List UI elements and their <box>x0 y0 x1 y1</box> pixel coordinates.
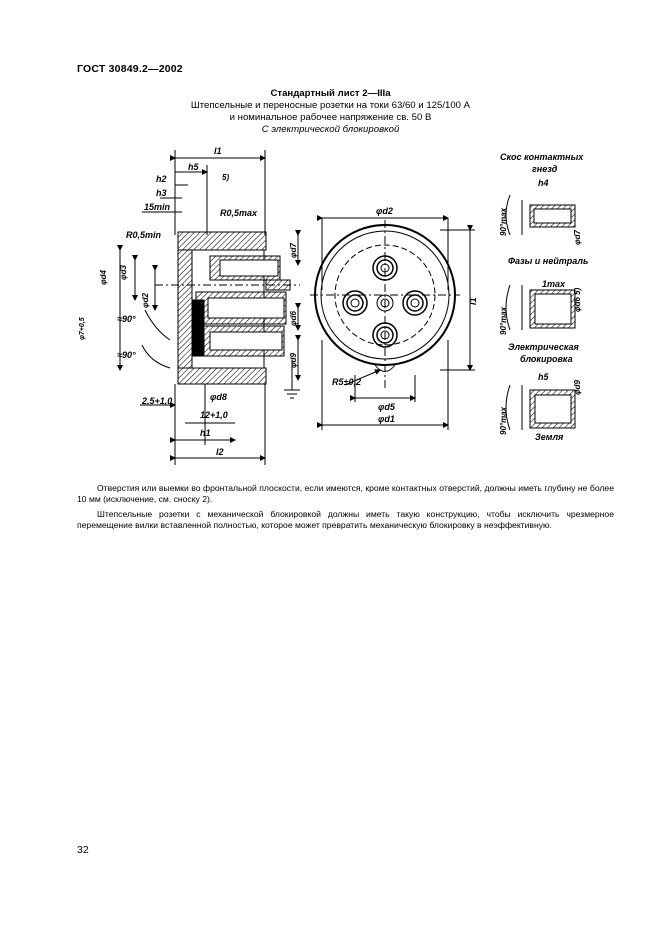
sheet-subtitle-line3: С электрической блокировкой <box>261 124 400 135</box>
dim-h3: h3 <box>156 188 167 198</box>
dim-d6: φd6 <box>289 311 298 326</box>
detail-h4: h4 <box>538 178 549 188</box>
dim-h2: h2 <box>156 174 167 184</box>
front-dim-d1: φd1 <box>378 414 395 424</box>
dim-l1-top: l1 <box>214 146 222 156</box>
dim-d7-tol: φ7+0,5 <box>79 317 86 340</box>
detail-d9: φd9 <box>573 380 582 395</box>
dim-r05max: R0,5max <box>220 208 258 218</box>
technical-drawing <box>60 140 605 470</box>
dim-d9: φd9 <box>289 353 298 368</box>
detail-1max: 1max <box>542 279 566 289</box>
detail-chamfer-title-1: Скос контактных <box>500 152 584 162</box>
sheet-title: Стандартный лист 2—IIIa <box>270 88 391 99</box>
dim-12: 12+1,0 <box>200 410 228 420</box>
dim-r05min: R0,5min <box>126 230 162 240</box>
sheet-title-block <box>0 88 661 136</box>
dim-d3: φd3 <box>119 265 128 280</box>
angle-90-a: ≈90° <box>117 314 136 324</box>
detail-90max-1: 90°max <box>499 207 508 236</box>
detail-interlock-title-1: Электрическая <box>508 342 579 352</box>
dim-2-5: 2,5+1,0 <box>142 396 173 406</box>
dim-d8: φd8 <box>210 392 227 402</box>
front-dim-l1: l1 <box>468 297 478 305</box>
angle-90-b: ≈90° <box>117 350 136 360</box>
note-paragraph-2: Штепсельные розетки с механической блокировкой должны иметь такую конструкцию, чтобы исключить чрезмерное перемещение вилки вставленной полностью, которое может превратить механическую блокировку в неэффективную. <box>77 508 614 531</box>
contact-details <box>506 195 575 430</box>
dim-l2: l2 <box>216 447 224 457</box>
front-view <box>310 218 475 430</box>
front-dim-r5: R5±0,2 <box>332 377 361 387</box>
footnote-5: 5) <box>222 173 230 182</box>
dim-d7: φd7 <box>289 243 298 258</box>
sheet-subtitle-line2: и номинальное рабочее напряжение св. 50 В <box>229 112 432 123</box>
detail-chamfer-title-2: гнезд <box>532 164 558 174</box>
dim-h1: h1 <box>200 428 211 438</box>
detail-90max-2: 90°max <box>499 306 508 335</box>
detail-phase-title: Фазы и нейтраль <box>508 256 589 266</box>
detail-d7: φd7 <box>573 230 582 245</box>
page-number: 32 <box>77 844 89 856</box>
note-paragraph-1: Отверстия или выемки во фронтальной плоскости, если имеются, кроме контактных отверстий, должны иметь глубину не более 10 мм (исключение, см. сноску 2). <box>77 483 614 505</box>
detail-interlock-title-2: блокировка <box>520 354 573 364</box>
front-dim-d5: φd5 <box>378 402 395 412</box>
detail-earth-title: Земля <box>535 432 564 442</box>
dim-15min: 15min <box>144 202 171 212</box>
detail-d6-note: φd6 5) <box>573 287 582 312</box>
detail-h5: h5 <box>538 372 549 382</box>
dim-d2: φd2 <box>141 293 150 308</box>
front-dim-d2: φd2 <box>376 206 393 216</box>
sheet-subtitle-line1: Штепсельные и переносные розетки на токи 63/60 и 125/100 А <box>190 100 471 111</box>
dim-d4: φd4 <box>99 270 108 285</box>
detail-90max-3: 90°max <box>499 406 508 435</box>
dim-h5: h5 <box>188 162 199 172</box>
notes-section <box>77 483 614 535</box>
document-code: ГОСТ 30849.2—2002 <box>77 63 183 75</box>
